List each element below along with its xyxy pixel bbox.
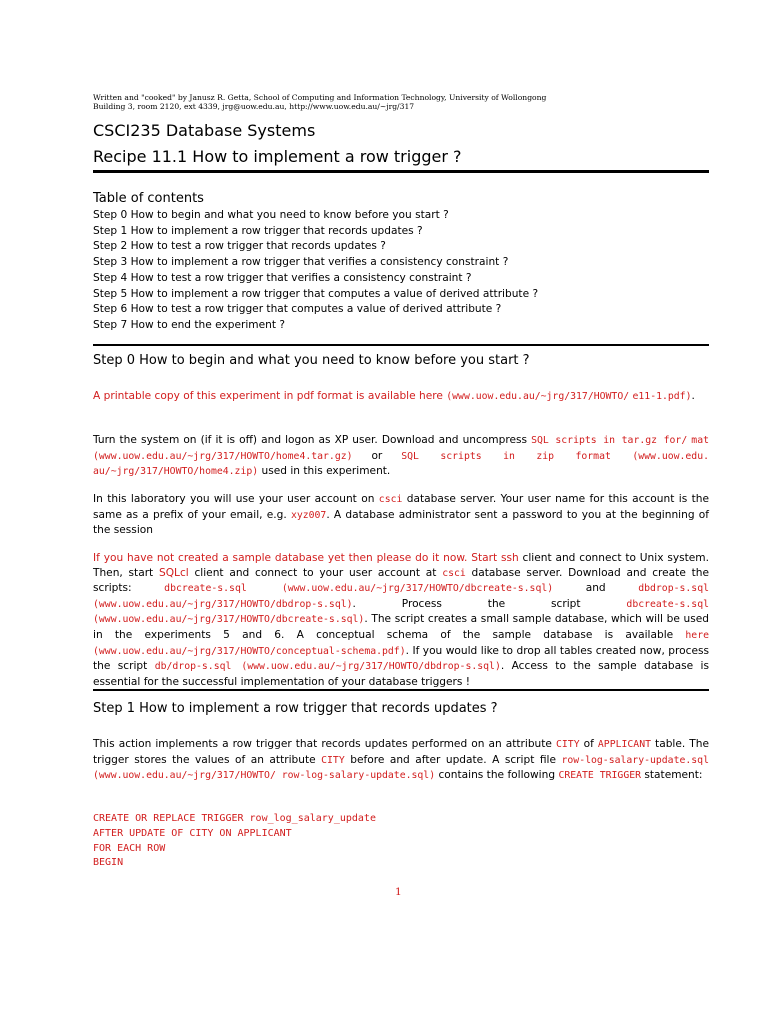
code-line: AFTER UPDATE OF CITY ON APPLICANT	[93, 827, 292, 839]
pdf-link-text: A printable copy of this experiment in pdf format is available here	[93, 390, 443, 402]
text: database server. Download and create the scripts:	[93, 566, 709, 595]
step1-paragraph	[93, 737, 709, 784]
text: before and after update. A script file	[344, 753, 562, 766]
text: . A database administrator sent a password to you at the beginning of the session	[93, 508, 709, 537]
text: This action implements a row trigger that records updates performed on an attribute	[93, 738, 556, 750]
targz-link[interactable]: SQL scripts in tar.gz for/	[531, 435, 688, 446]
text: and	[553, 582, 639, 595]
targz-url[interactable]: mat (www.uow.edu.au/~jrg/317/HOWTO/home4.tar.gz)	[93, 435, 709, 462]
step0-rule	[93, 689, 709, 691]
table-applicant: APPLICANT	[597, 739, 651, 750]
page-number: 1	[395, 886, 402, 898]
text: . Access to the sample database is essential for the successful implementation of your database triggers !	[93, 660, 709, 688]
code-block	[93, 812, 376, 871]
toc-item[interactable]: Step 7 How to end the experiment ?	[93, 318, 285, 331]
pdf-link[interactable]	[93, 390, 691, 402]
author-line-2: Building 3, room 2120, ext 4339, jrg@uow.edu.au, http://www.uow.edu.au/~jrg/317	[93, 102, 415, 112]
text: or	[352, 449, 402, 462]
schema-link[interactable]: here (www.uow.edu.au/~jrg/317/HOWTO/conceptual-schema.pdf)	[93, 629, 709, 657]
text: contains the following	[435, 769, 559, 782]
attr-city: CITY	[321, 754, 345, 766]
toc-title: Table of contents	[93, 191, 204, 206]
author-header	[93, 93, 546, 111]
pdf-copy-paragraph	[93, 389, 709, 405]
text: statement:	[641, 769, 703, 782]
step0-heading: Step 0 How to begin and what you need to know before you start ?	[93, 353, 530, 368]
text: used in this experiment.	[258, 465, 391, 478]
text: . Process the script	[352, 597, 627, 610]
script-link[interactable]: row-log-salary-update.sql (www.uow.edu.au/~jrg/317/HOWTO/ row-log-salary-update.sql)	[93, 754, 709, 782]
server-name: csci	[442, 567, 466, 579]
text: client and connect to your user account at	[188, 566, 443, 579]
text-red: If you have not created a sample database yet then please do it now. Start	[93, 552, 501, 564]
zip-link[interactable]: SQL scripts in zip format (www.uow.edu.	[401, 450, 710, 462]
toc-item[interactable]: Step 5 How to implement a row trigger that computes a value of derived attribute ?	[93, 287, 539, 300]
toc-item[interactable]: Step 4 How to test a row trigger that verifies a consistency constraint ?	[93, 271, 472, 284]
download-paragraph	[93, 433, 709, 480]
recipe-title: Recipe 11.1 How to implement a row trigger ?	[93, 147, 462, 166]
dbcreate-link[interactable]: dbcreate-s.sql (www.uow.edu.au/~jrg/317/HOWTO/dbcreate-s.sql)	[164, 583, 554, 595]
create-trigger-term: CREATE TRIGGER	[558, 770, 642, 782]
toc-item[interactable]: Step 2 How to test a row trigger that records updates ?	[93, 240, 386, 253]
title-rule	[93, 170, 709, 173]
dbdrop-link[interactable]: dbdrop-s.sql (www.uow.edu.au/~jrg/317/HOWTO/dbdrop-s.sql)	[93, 583, 709, 610]
pdf-link-url-end: e11-1.pdf)	[632, 391, 692, 402]
toc-item[interactable]: Step 1 How to implement a row trigger that records updates ?	[93, 224, 423, 237]
text: database server. Your user name for this account is the same as a prefix of your email, e.g.	[93, 493, 709, 521]
text: In this laboratory you will use your user account on	[93, 493, 379, 505]
text: client and connect to Unix system.	[518, 552, 709, 564]
text: Turn the system on (if it is off) and logon as XP user. Download and uncompress	[93, 434, 532, 446]
punctuation: .	[691, 390, 695, 402]
toc-item[interactable]: Step 0 How to begin and what you need to know before you start ?	[93, 209, 449, 221]
toc-rule	[93, 344, 709, 346]
dbdrop-link[interactable]: db/drop-s.sql (www.uow.edu.au/~jrg/317/HOWTO/dbdrop-s.sql)	[154, 661, 501, 673]
text: of	[579, 738, 598, 750]
text: . The script creates a small sample database, which will be used in the experiments 5 and 6. A conceptual schema of the sample database is available	[93, 613, 709, 641]
course-title: CSCI235 Database Systems	[93, 121, 316, 140]
toc-item[interactable]: Step 6 How to test a row trigger that computes a value of derived attribute ?	[93, 303, 502, 316]
text: . If you would like to drop all tables created now, process the script	[93, 644, 709, 673]
server-name: csci	[378, 494, 403, 505]
example-username: xyz007	[290, 509, 327, 521]
author-line-1: Written and "cooked" by Janusz R. Getta, School of Computing and Information Technology, University of Wollongong	[93, 93, 547, 102]
dbcreate-link[interactable]: dbcreate-s.sql (www.uow.edu.au/~jrg/317/HOWTO/dbcreate-s.sql)	[93, 598, 709, 626]
pdf-link-url: (www.uow.edu.au/~jrg/317/HOWTO/	[446, 391, 630, 402]
sample-db-paragraph	[93, 551, 709, 689]
ssh-term: ssh	[500, 552, 519, 564]
sqlcl-term: SQLcl	[158, 566, 189, 579]
step1-heading: Step 1 How to implement a row trigger that records updates ?	[93, 701, 498, 716]
text: table. The trigger stores the values of an attribute	[93, 738, 710, 766]
code-line: FOR EACH ROW	[93, 842, 166, 854]
code-line: BEGIN	[93, 857, 124, 869]
account-paragraph	[93, 492, 709, 538]
zip-url[interactable]: au/~jrg/317/HOWTO/home4.zip)	[93, 466, 259, 478]
code-line: CREATE OR REPLACE TRIGGER row_log_salary_update	[93, 813, 376, 824]
attr-city: CITY	[556, 739, 580, 750]
toc-item[interactable]: Step 3 How to implement a row trigger that verifies a consistency constraint ?	[93, 256, 509, 269]
text: Then, start	[93, 566, 159, 579]
table-of-contents	[93, 208, 538, 334]
